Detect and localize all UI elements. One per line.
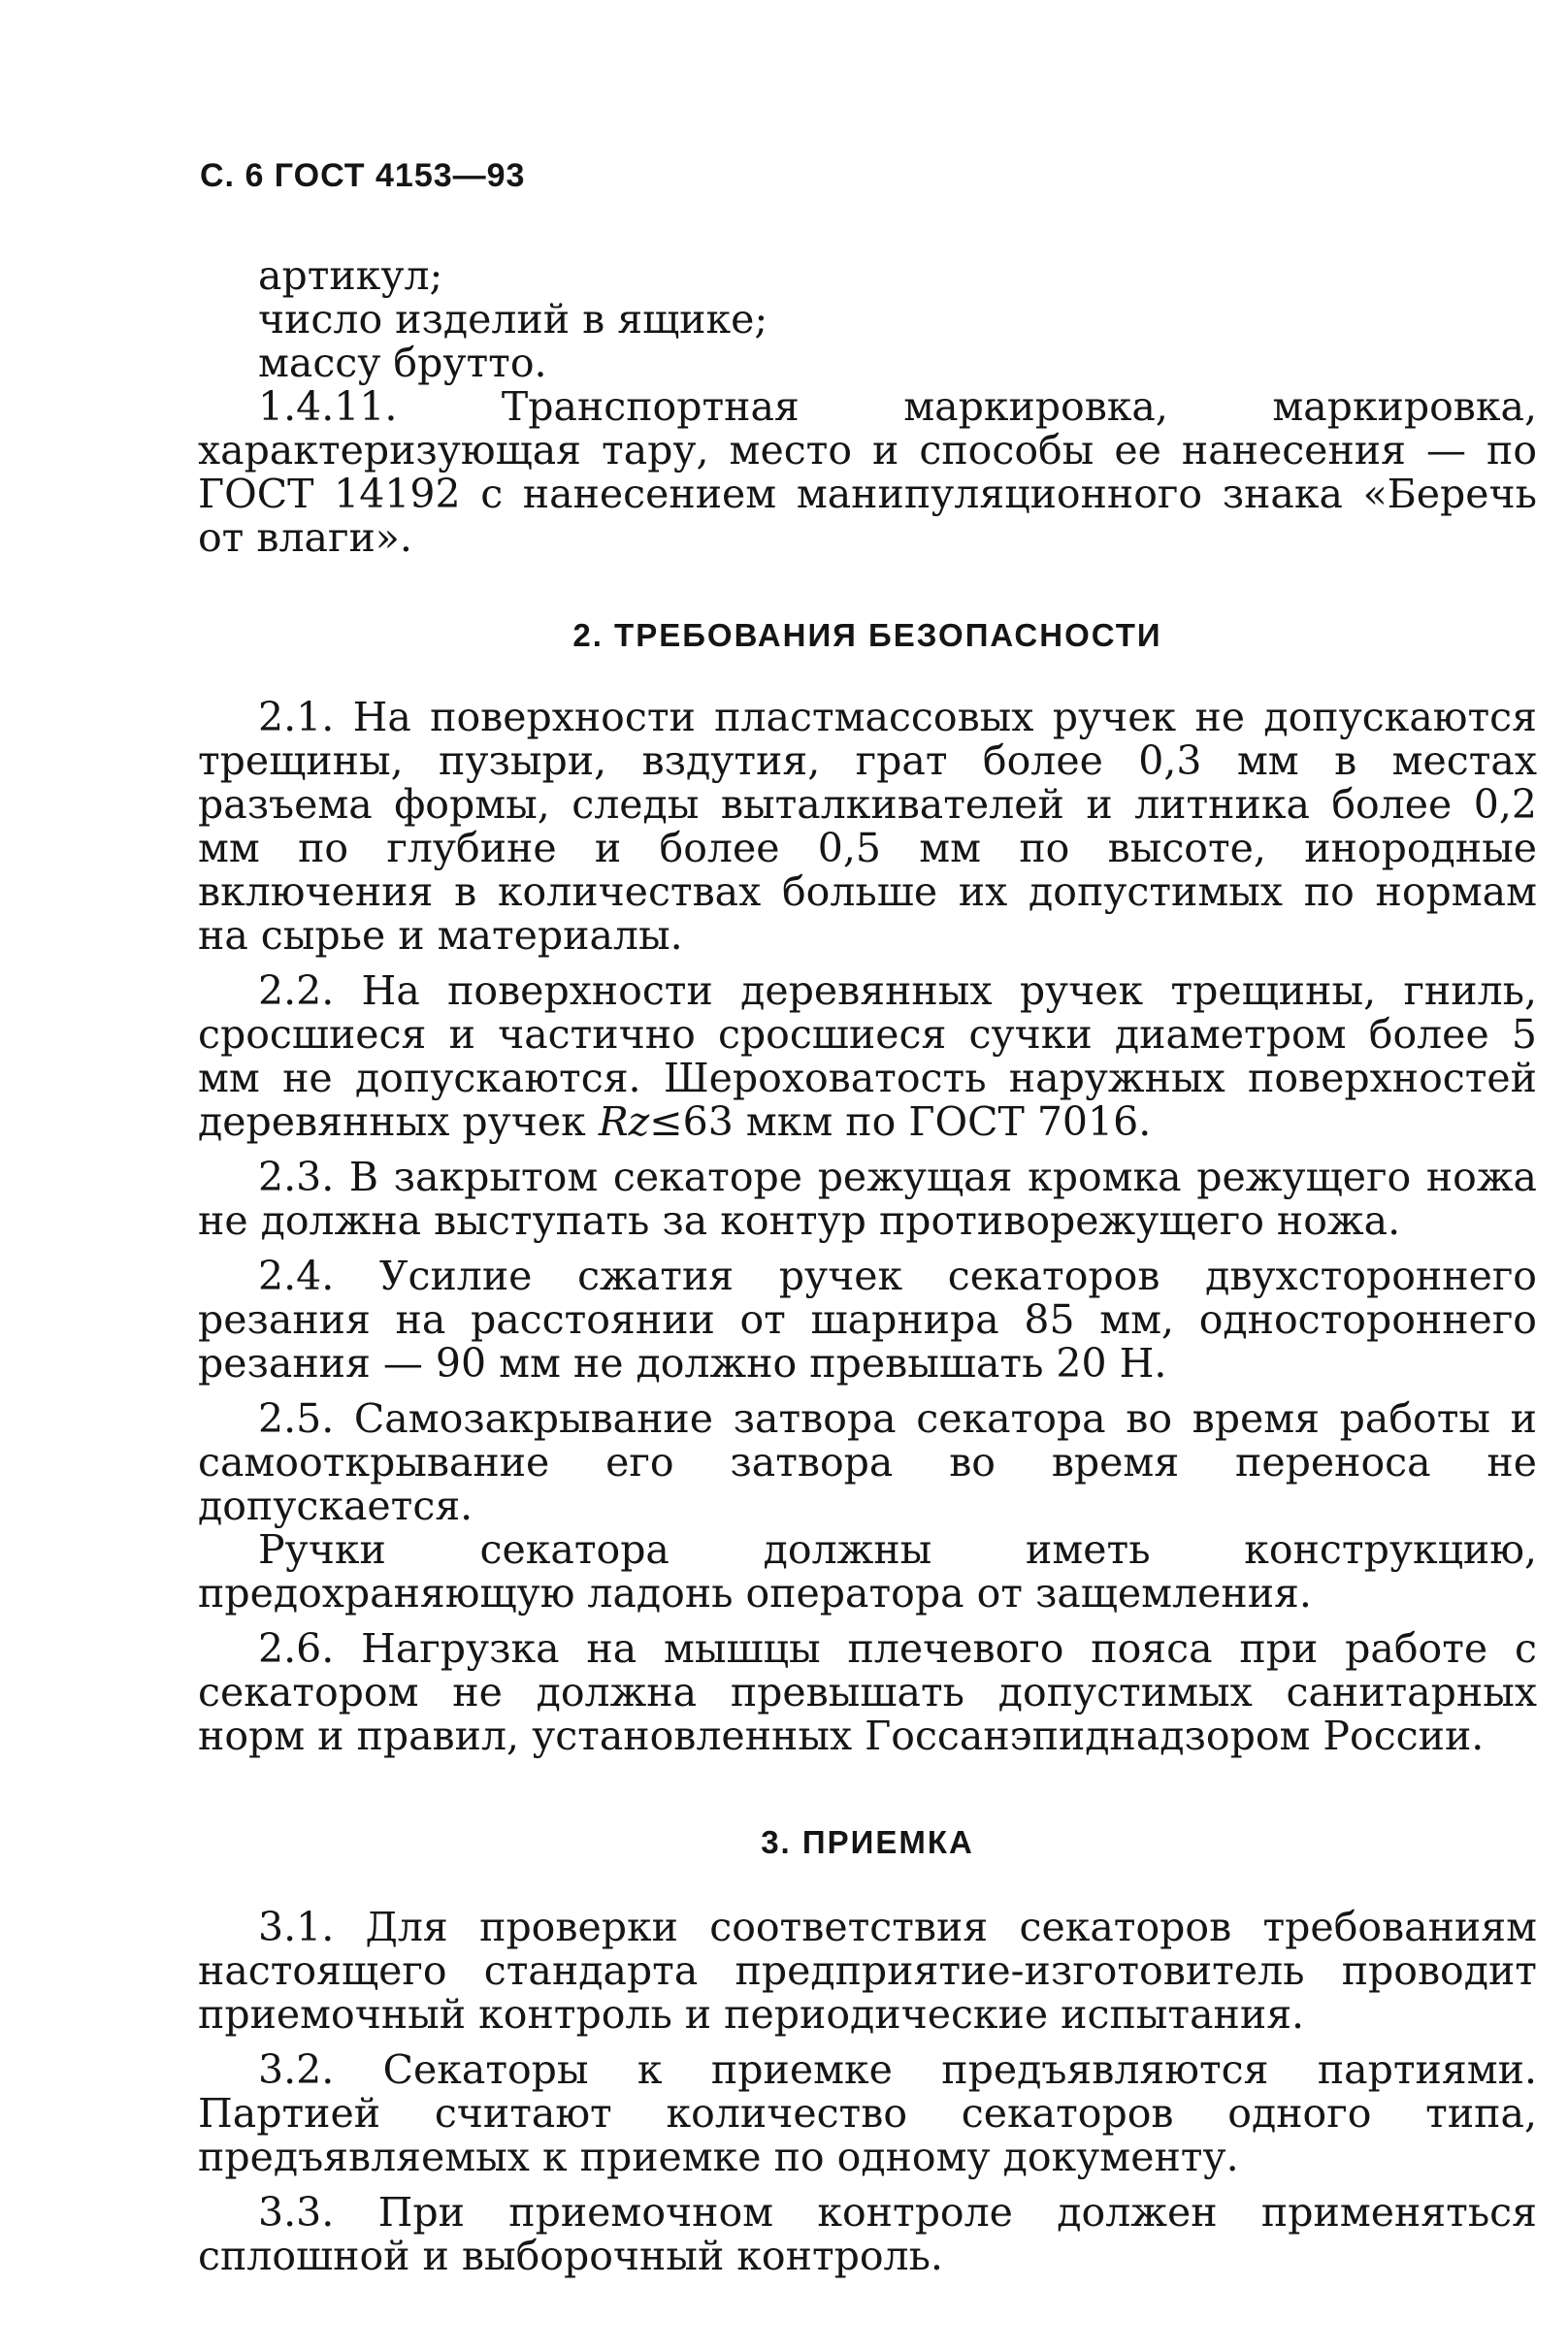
paragraph-2-2 — [198, 969, 1537, 1144]
section-heading-safety: 2. ТРЕБОВАНИЯ БЕЗОПАСНОСТИ — [572, 617, 1162, 653]
paragraph-2-2-text: 2.2. На поверхности деревянных ручек трещины, гниль, сросшиеся и частично сросшиеся сучки диаметром более 5 мм не допускаются. Шероховатость наружных поверхностей деревянных ручек — [198, 967, 1537, 1145]
list-item-gross-mass: массу брутто. — [258, 340, 547, 386]
paragraph-2-5: 2.5. Самозакрывание затвора секатора во время работы и самооткрывание его затвора во время переноса не допускается. — [198, 1395, 1537, 1529]
list-item-count: число изделий в ящике; — [258, 296, 768, 343]
paragraph-3-2: 3.2. Секаторы к приемке предъявляются партиями. Партией считают количество секаторов одного типа, предъявляемых к приемке по одному документу. — [198, 2046, 1537, 2180]
paragraph-2-4: 2.4. Усилие сжатия ручек секаторов двухстороннего резания на расстоянии от шарнира 85 мм, одностороннего резания — 90 мм не должно превышать 20 Н. — [198, 1253, 1537, 1387]
paragraph-2-2-value: ≤63 мкм по ГОСТ 7016. — [649, 1098, 1152, 1145]
document-body — [198, 254, 1537, 2278]
paragraph-3-3: 3.3. При приемочном контроле должен применяться сплошной и выборочный контроль. — [198, 2189, 1537, 2279]
paragraph-1-4-11: 1.4.11. Транспортная маркировка, маркировка, характеризующая тару, место и способы ее нанесения — по ГОСТ 14192 с нанесением манипуляционного знака «Беречь от влаги». — [198, 383, 1537, 561]
paragraph-3-1: 3.1. Для проверки соответствия секаторов требованиям настоящего стандарта предприятие-изготовитель проводит приемочный контроль и периодические испытания. — [198, 1904, 1537, 2038]
paragraph-2-5-handles: Ручки секатора должны иметь конструкцию, предохраняющую ладонь оператора от защемления. — [198, 1526, 1537, 1617]
list-item-article: артикул; — [258, 252, 443, 299]
roughness-symbol: Rz — [598, 1098, 650, 1145]
section-heading-acceptance: 3. ПРИЕМКА — [761, 1824, 974, 1860]
paragraph-2-6: 2.6. Нагрузка на мышцы плечевого пояса при работе с секатором не должна превышать допустимых санитарных норм и правил, установленных Госсанэпиднадзором России. — [198, 1625, 1537, 1759]
paragraph-2-1: 2.1. На поверхности пластмассовых ручек не допускаются трещины, пузыри, вздутия, грат более 0,3 мм в местах разъема формы, следы выталкивателей и литника более 0,2 мм по глубине и более 0,5 мм по высоте, инородные включения в количествах больше их допустимых по нормам на сырье и материалы. — [198, 694, 1537, 959]
page-header: С. 6 ГОСТ 4153—93 — [200, 157, 526, 194]
paragraph-2-3: 2.3. В закрытом секаторе режущая кромка режущего ножа не должна выступать за контур противорежущего ножа. — [198, 1154, 1537, 1244]
